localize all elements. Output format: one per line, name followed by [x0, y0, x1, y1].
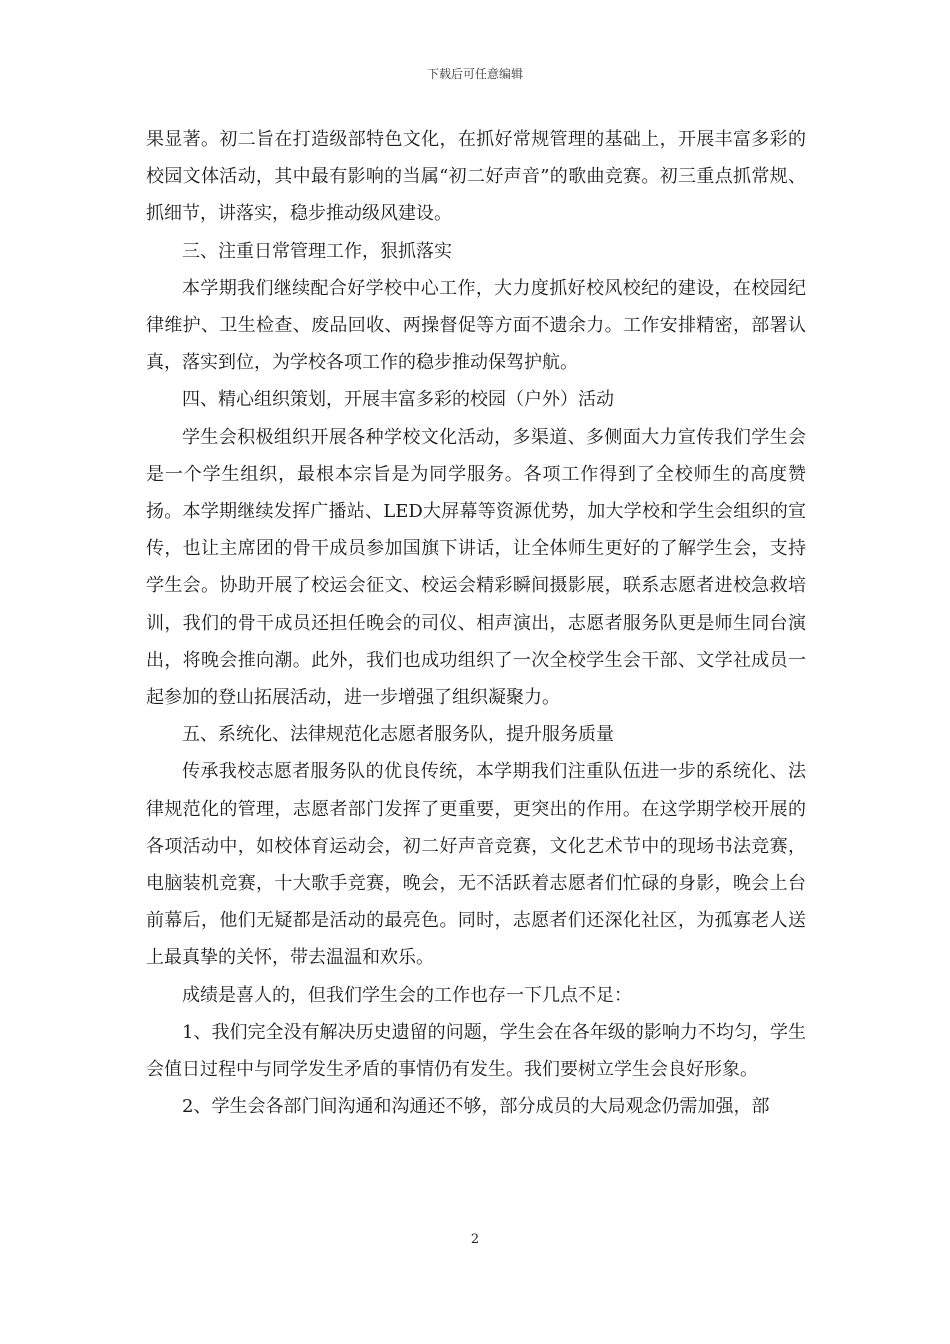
section-heading-3: 三、注重日常管理工作，狠抓落实 — [182, 240, 452, 262]
section-heading-4: 四、精心组织策划，开展丰富多彩的校园（户外）活动 — [182, 389, 614, 411]
paragraph-5: 学生会积极组织开展各种学校文化活动，多渠道、多侧面大力宣传我们学生会是一个学生组织，最根本宗旨是为同学服务。各项工作得到了全校师生的高度赞扬。本学期继续发挥广播站、LED大屏幕等资源优势，加大学校和学生会组织的宣传，也让主席团的骨干成员参加国旗下讲话，让全体师生更好的了解学生会，支持学生会。协助开展了校运会征文、校运会精彩瞬间摄影展，联系志愿者进校急救培训，我们的骨干成员还担任晚会的司仪、相声演出，志愿者服务队更是师生同台演出，将晚会推向潮。此外，我们也成功组织了一次全校学生会干部、文学社成员一起参加的登山拓展活动，进一步增强了组织凝聚力。 — [146, 426, 806, 709]
page-number: 2 — [470, 1232, 480, 1247]
document-body — [146, 121, 806, 1125]
paragraph-7: 传承我校志愿者服务队的优良传统，本学期我们注重队伍进一步的系统化、法律规范化的管理，志愿者部门发挥了更重要，更突出的作用。在这学期学校开展的各项活动中，如校体育运动会，初二好声音竞赛，文化艺术节中的现场书法竞赛，电脑装机竞赛，十大歌手竞赛，晚会，无不活跃着志愿者们忙碌的身影，晚会上台前幕后，他们无疑都是活动的最亮色。同时，志愿者们还深化社区，为孤寡老人送上最真挚的关怀，带去温温和欢乐。 — [146, 761, 806, 969]
list-item-2: 2、学生会各部门间沟通和沟通还不够，部分成员的大局观念仍需加强，部 — [182, 1096, 770, 1118]
paragraph-1: 果显著。初二旨在打造级部特色文化，在抓好常规管理的基础上，开展丰富多彩的校园文体活动，其中最有影响的当属“初二好声音”的歌曲竞赛。初三重点抓常规、抓细节，讲落实，稳步推动级风建设。 — [146, 129, 806, 225]
page-header-note: 下载后可任意编辑 — [426, 67, 523, 81]
paragraph-8: 成绩是喜人的，但我们学生会的工作也存一下几点不足： — [182, 984, 632, 1006]
section-heading-5: 五、系统化、法律规范化志愿者服务队，提升服务质量 — [182, 724, 614, 746]
paragraph-3: 本学期我们继续配合好学校中心工作，大力度抓好校风校纪的建设，在校园纪律维护、卫生检查、废品回收、两操督促等方面不遗余力。工作安排精密，部署认真，落实到位，为学校各项工作的稳步推动保驾护航。 — [146, 277, 806, 374]
list-item-1: 1、我们完全没有解决历史遗留的问题，学生会在各年级的影响力不均匀，学生会值日过程中与同学发生矛盾的事情仍有发生。我们要树立学生会良好形象。 — [146, 1021, 806, 1081]
